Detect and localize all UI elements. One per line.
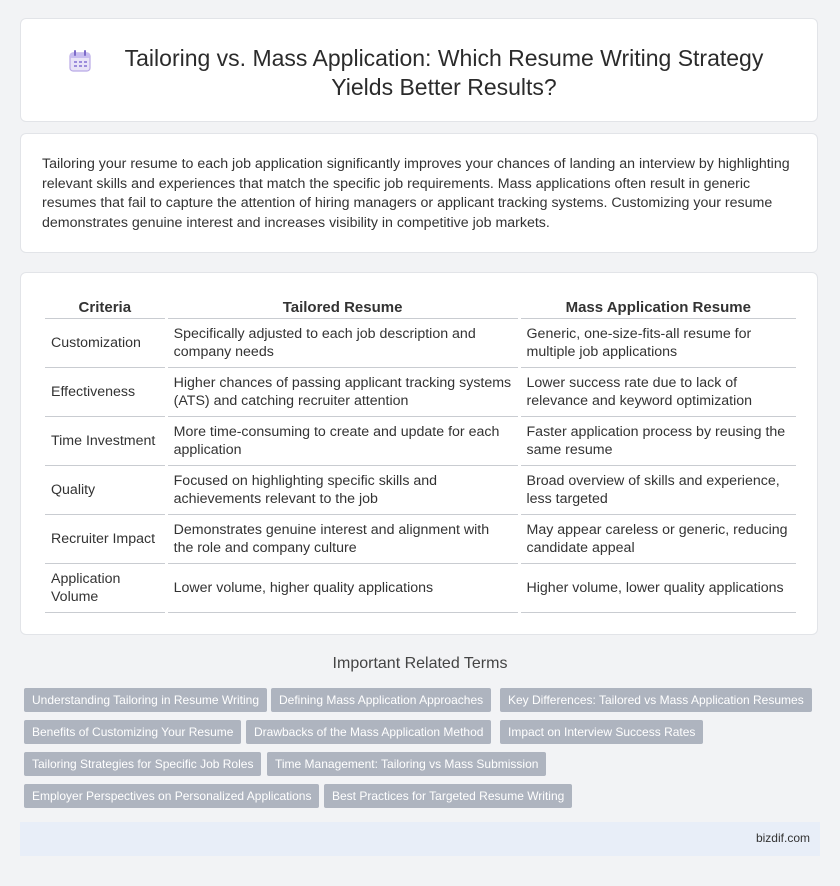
tailored-cell: Demonstrates genuine interest and alignment with the role and company culture xyxy=(168,515,518,564)
mass-cell: Generic, one-size-fits-all resume for multiple job applications xyxy=(521,319,796,368)
footer xyxy=(20,822,820,856)
criteria-cell: Quality xyxy=(45,466,165,515)
table-row xyxy=(45,564,796,613)
related-tag[interactable]: Tailoring Strategies for Specific Job Roles xyxy=(24,752,261,776)
mass-cell: Higher volume, lower quality applications xyxy=(521,564,796,613)
mass-cell: May appear careless or generic, reducing candidate appeal xyxy=(521,515,796,564)
header-criteria: Criteria xyxy=(45,295,165,319)
tailored-cell: Specifically adjusted to each job description and company needs xyxy=(168,319,518,368)
page-title: Tailoring vs. Mass Application: Which Resume Writing Strategy Yields Better Results? xyxy=(124,45,764,100)
criteria-cell: Application Volume xyxy=(45,564,165,613)
related-tag[interactable]: Understanding Tailoring in Resume Writing xyxy=(24,688,267,712)
header-card xyxy=(20,18,818,122)
comparison-table xyxy=(42,295,799,613)
tailored-cell: Lower volume, higher quality applications xyxy=(168,564,518,613)
related-tag[interactable]: Key Differences: Tailored vs Mass Application Resumes xyxy=(500,688,812,712)
intro-paragraph: Tailoring your resume to each job application significantly improves your chances of landing an interview by highlighting relevant skills and experiences that match the specific job requirements. Mass applications often result in generic resumes that fail to capture the attention of hiring managers or applicant tracking systems. Customizing your resume demonstrates genuine interest and increases visibility in competitive job markets. xyxy=(42,156,790,231)
table-row xyxy=(45,515,796,564)
site-name[interactable]: bizdif.com xyxy=(755,831,810,845)
related-tag[interactable]: Best Practices for Targeted Resume Writing xyxy=(324,784,572,808)
header-mass: Mass Application Resume xyxy=(521,295,796,319)
related-terms-title: Important Related Terms xyxy=(332,655,508,672)
related-tag[interactable]: Time Management: Tailoring vs Mass Submission xyxy=(267,752,546,776)
header-tailored: Tailored Resume xyxy=(168,295,518,319)
related-tag[interactable]: Employer Perspectives on Personalized Applications xyxy=(24,784,319,808)
related-tag[interactable]: Drawbacks of the Mass Application Method xyxy=(246,720,491,744)
related-tag[interactable]: Defining Mass Application Approaches xyxy=(271,688,491,712)
mass-cell: Faster application process by reusing the same resume xyxy=(521,417,796,466)
comparison-table-card xyxy=(20,272,818,635)
table-row xyxy=(45,417,796,466)
tailored-cell: Higher chances of passing applicant tracking systems (ATS) and catching recruiter attention xyxy=(168,368,518,417)
criteria-cell: Time Investment xyxy=(45,417,165,466)
table-row xyxy=(45,319,796,368)
tailored-cell: Focused on highlighting specific skills and achievements relevant to the job xyxy=(168,466,518,515)
mass-cell: Lower success rate due to lack of relevance and keyword optimization xyxy=(521,368,796,417)
criteria-cell: Effectiveness xyxy=(45,368,165,417)
intro-card xyxy=(20,133,818,253)
criteria-cell: Recruiter Impact xyxy=(45,515,165,564)
table-row xyxy=(45,466,796,515)
table-header-row xyxy=(45,295,796,319)
tailored-cell: More time-consuming to create and update for each application xyxy=(168,417,518,466)
related-tag[interactable]: Benefits of Customizing Your Resume xyxy=(24,720,241,744)
mass-cell: Broad overview of skills and experience, less targeted xyxy=(521,466,796,515)
related-tag[interactable]: Impact on Interview Success Rates xyxy=(500,720,703,744)
criteria-cell: Customization xyxy=(45,319,165,368)
table-row xyxy=(45,368,796,417)
